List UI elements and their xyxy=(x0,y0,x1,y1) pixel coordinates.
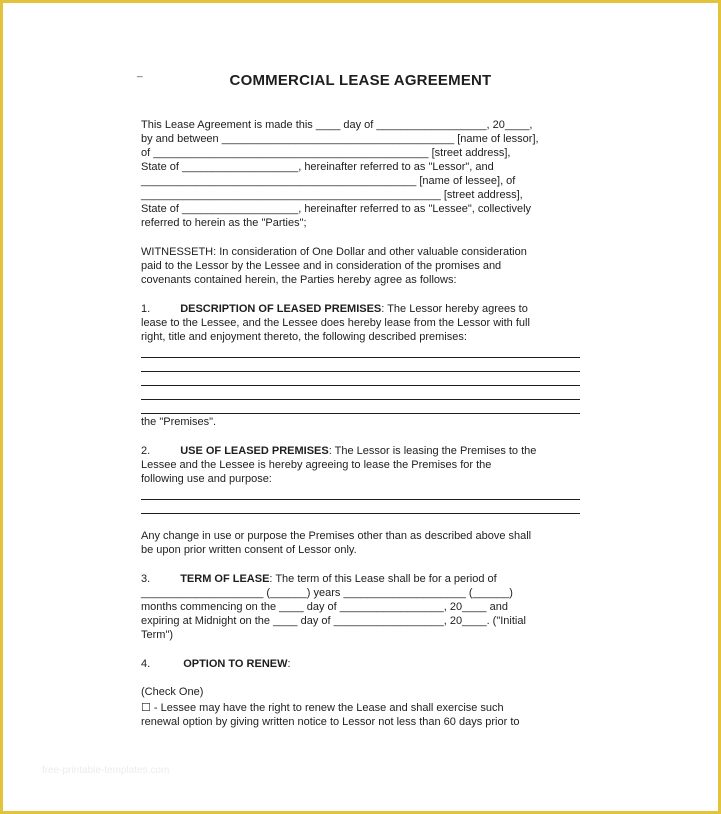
section-3-first-line xyxy=(141,572,581,586)
section-1-closing: the "Premises". xyxy=(141,416,217,428)
intro-line: _____________________________________________ [name of lessee], of xyxy=(141,175,516,187)
section-4-heading: OPTION TO RENEW xyxy=(183,658,288,670)
intro-line: State of ___________________, hereinafter referred to as "Lessor", and xyxy=(141,161,494,173)
witnesseth-paragraph xyxy=(141,245,581,287)
blank-line xyxy=(141,500,580,514)
section-2-text: : The Lessor is leasing the Premises to the xyxy=(328,445,537,457)
intro-line: _________________________________________________ [street address], xyxy=(141,189,523,201)
blank-line xyxy=(141,358,580,372)
section-3-text: ____________________ (______) years ____________________ (______) xyxy=(141,587,513,599)
section-1-number: 1. xyxy=(141,303,151,315)
section-2-consent xyxy=(141,529,581,557)
premises-blank-lines xyxy=(141,344,580,414)
section-4-number: 4. xyxy=(141,658,151,670)
section-1-text: : The Lessor hereby agrees to xyxy=(381,303,528,315)
section-4-text: : xyxy=(287,658,291,670)
section-2-number: 2. xyxy=(141,445,151,457)
section-1-heading: DESCRIPTION OF LEASED PREMISES xyxy=(180,303,382,315)
blank-line xyxy=(141,372,580,386)
intro-line: State of ___________________, hereinafter referred to as "Lessee", collectively xyxy=(141,203,532,215)
use-blank-lines xyxy=(141,486,580,514)
section-2 xyxy=(141,444,581,486)
renewal-option-text: renewal option by giving written notice to Lessor not less than 60 days prior to xyxy=(141,716,520,728)
renewal-option-checkbox-line[interactable]: ☐ - Lessee may have the right to renew the Lease and shall exercise such xyxy=(141,702,504,714)
section-3-number: 3. xyxy=(141,573,151,585)
witnesseth-line: paid to the Lessor by the Lessee and in consideration of the promises and xyxy=(141,260,502,272)
section-2-heading: USE OF LEASED PREMISES xyxy=(180,445,329,457)
intro-line: by and between ______________________________________ [name of lessor], xyxy=(141,133,539,145)
section-4 xyxy=(141,657,581,671)
intro-line: referred to herein as the "Parties"; xyxy=(141,217,307,229)
blank-line xyxy=(141,486,580,500)
section-2-text: Any change in use or purpose the Premises other than as described above shall xyxy=(141,530,532,542)
intro-paragraph xyxy=(141,118,581,230)
section-1-text: lease to the Lessee, and the Lessee does hereby lease from the Lessor with full xyxy=(141,317,530,329)
blank-line xyxy=(141,386,580,400)
section-2-first-line xyxy=(141,444,581,458)
section-1-first-line xyxy=(141,302,581,316)
witnesseth-line: WITNESSETH: In consideration of One Dollar and other valuable consideration xyxy=(141,246,527,258)
section-1-text: right, title and enjoyment thereto, the following described premises: xyxy=(141,331,467,343)
witnesseth-line: covenants contained herein, the Parties hereby agree as follows: xyxy=(141,274,457,286)
intro-line: This Lease Agreement is made this ____ day of __________________, 20____, xyxy=(141,119,533,131)
section-3-text: Term") xyxy=(141,629,174,641)
section-3-text: months commencing on the ____ day of _________________, 20____ and xyxy=(141,601,508,613)
document-title: COMMERCIAL LEASE AGREEMENT xyxy=(229,72,492,89)
section-3 xyxy=(141,572,581,642)
section-2-text: be upon prior written consent of Lessor only. xyxy=(141,544,357,556)
blank-line xyxy=(141,400,580,414)
section-1 xyxy=(141,302,581,344)
check-one-label: (Check One) xyxy=(141,686,204,698)
blank-line xyxy=(141,344,580,358)
header-mark: _ xyxy=(137,67,143,78)
watermark: free-printable-templates.com xyxy=(42,765,170,776)
section-2-text: Lessee and the Lessee is hereby agreeing to lease the Premises for the xyxy=(141,459,492,471)
section-3-text: expiring at Midnight on the ____ day of __________________, 20____. ("Initial xyxy=(141,615,526,627)
section-4-first-line xyxy=(141,657,581,671)
section-2-text: following use and purpose: xyxy=(141,473,272,485)
intro-line: of _____________________________________________ [street address], xyxy=(141,147,511,159)
section-3-text: : The term of this Lease shall be for a period of xyxy=(269,573,497,585)
section-4-options xyxy=(141,685,581,729)
section-3-heading: TERM OF LEASE xyxy=(180,573,270,585)
